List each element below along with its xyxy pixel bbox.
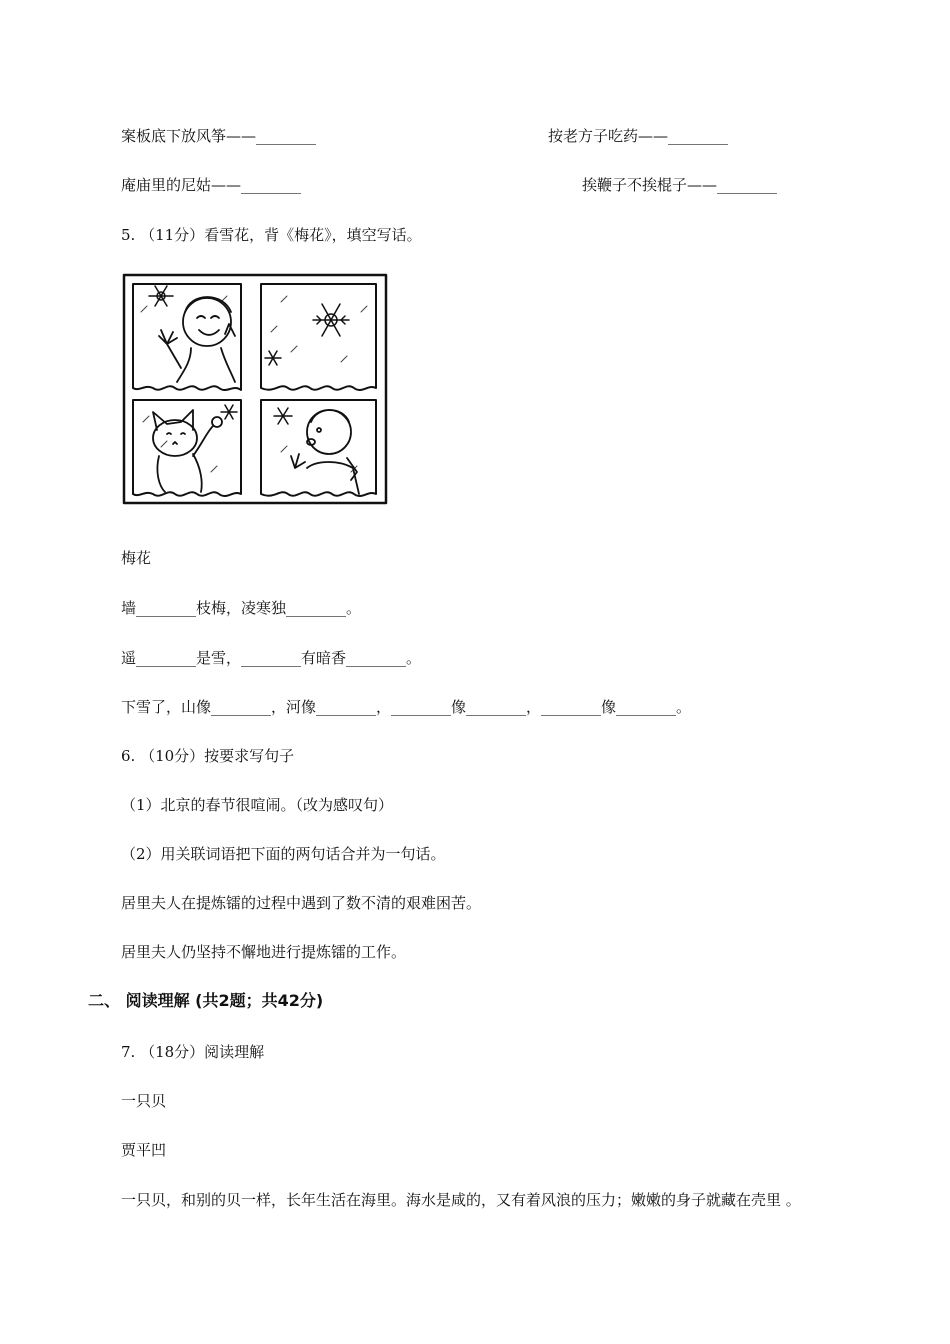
idiom-row2-left: 庵庙里的尼姑——________ [121,176,302,194]
question-6-item-2: （2）用关联词语把下面的两句话合并为一句话。 [121,845,446,863]
idiom-row1-left: 案板底下放风筝——________ [121,127,317,145]
idiom-row2-right: 挨鞭子不挨棍子——________ [582,176,778,194]
snow-sentence: 下雪了，山像________，河像________，________像________，________像________。 [121,698,692,716]
passage-author: 贾平凹 [121,1141,167,1159]
idiom-row1-right: 按老方子吃药——________ [548,127,729,145]
question-6-prompt: 6. （10分）按要求写句子 [121,747,295,765]
poem-title: 梅花 [121,549,152,567]
sentence-b: 居里夫人仍坚持不懈地进行提炼镭的工作。 [121,943,407,961]
passage-title: 一只贝 [121,1092,167,1110]
question-6-item-1: （1）北京的春节很喧闹。（改为感叹句） [121,796,394,814]
poem-line-2: 遥________是雪，________有暗香________。 [121,649,422,667]
section-2-heading: 二、 阅读理解 (共2题；共42分) [88,991,324,1010]
question-7-prompt: 7. （18分）阅读理解 [121,1043,265,1061]
question-5-prompt: 5. （11分）看雪花，背《梅花》，填空写话。 [121,226,422,244]
poem-line-1: 墙________枝梅，凌寒独________。 [121,599,362,617]
snow-window-illustration [121,272,389,510]
sentence-a: 居里夫人在提炼镭的过程中遇到了数不清的艰难困苦。 [121,894,482,912]
passage-paragraph-1: 一只贝，和别的贝一样，长年生活在海里。海水是咸的，又有着风浪的压力；嫩嫩的身子就藏在壳里 。 [121,1191,801,1209]
